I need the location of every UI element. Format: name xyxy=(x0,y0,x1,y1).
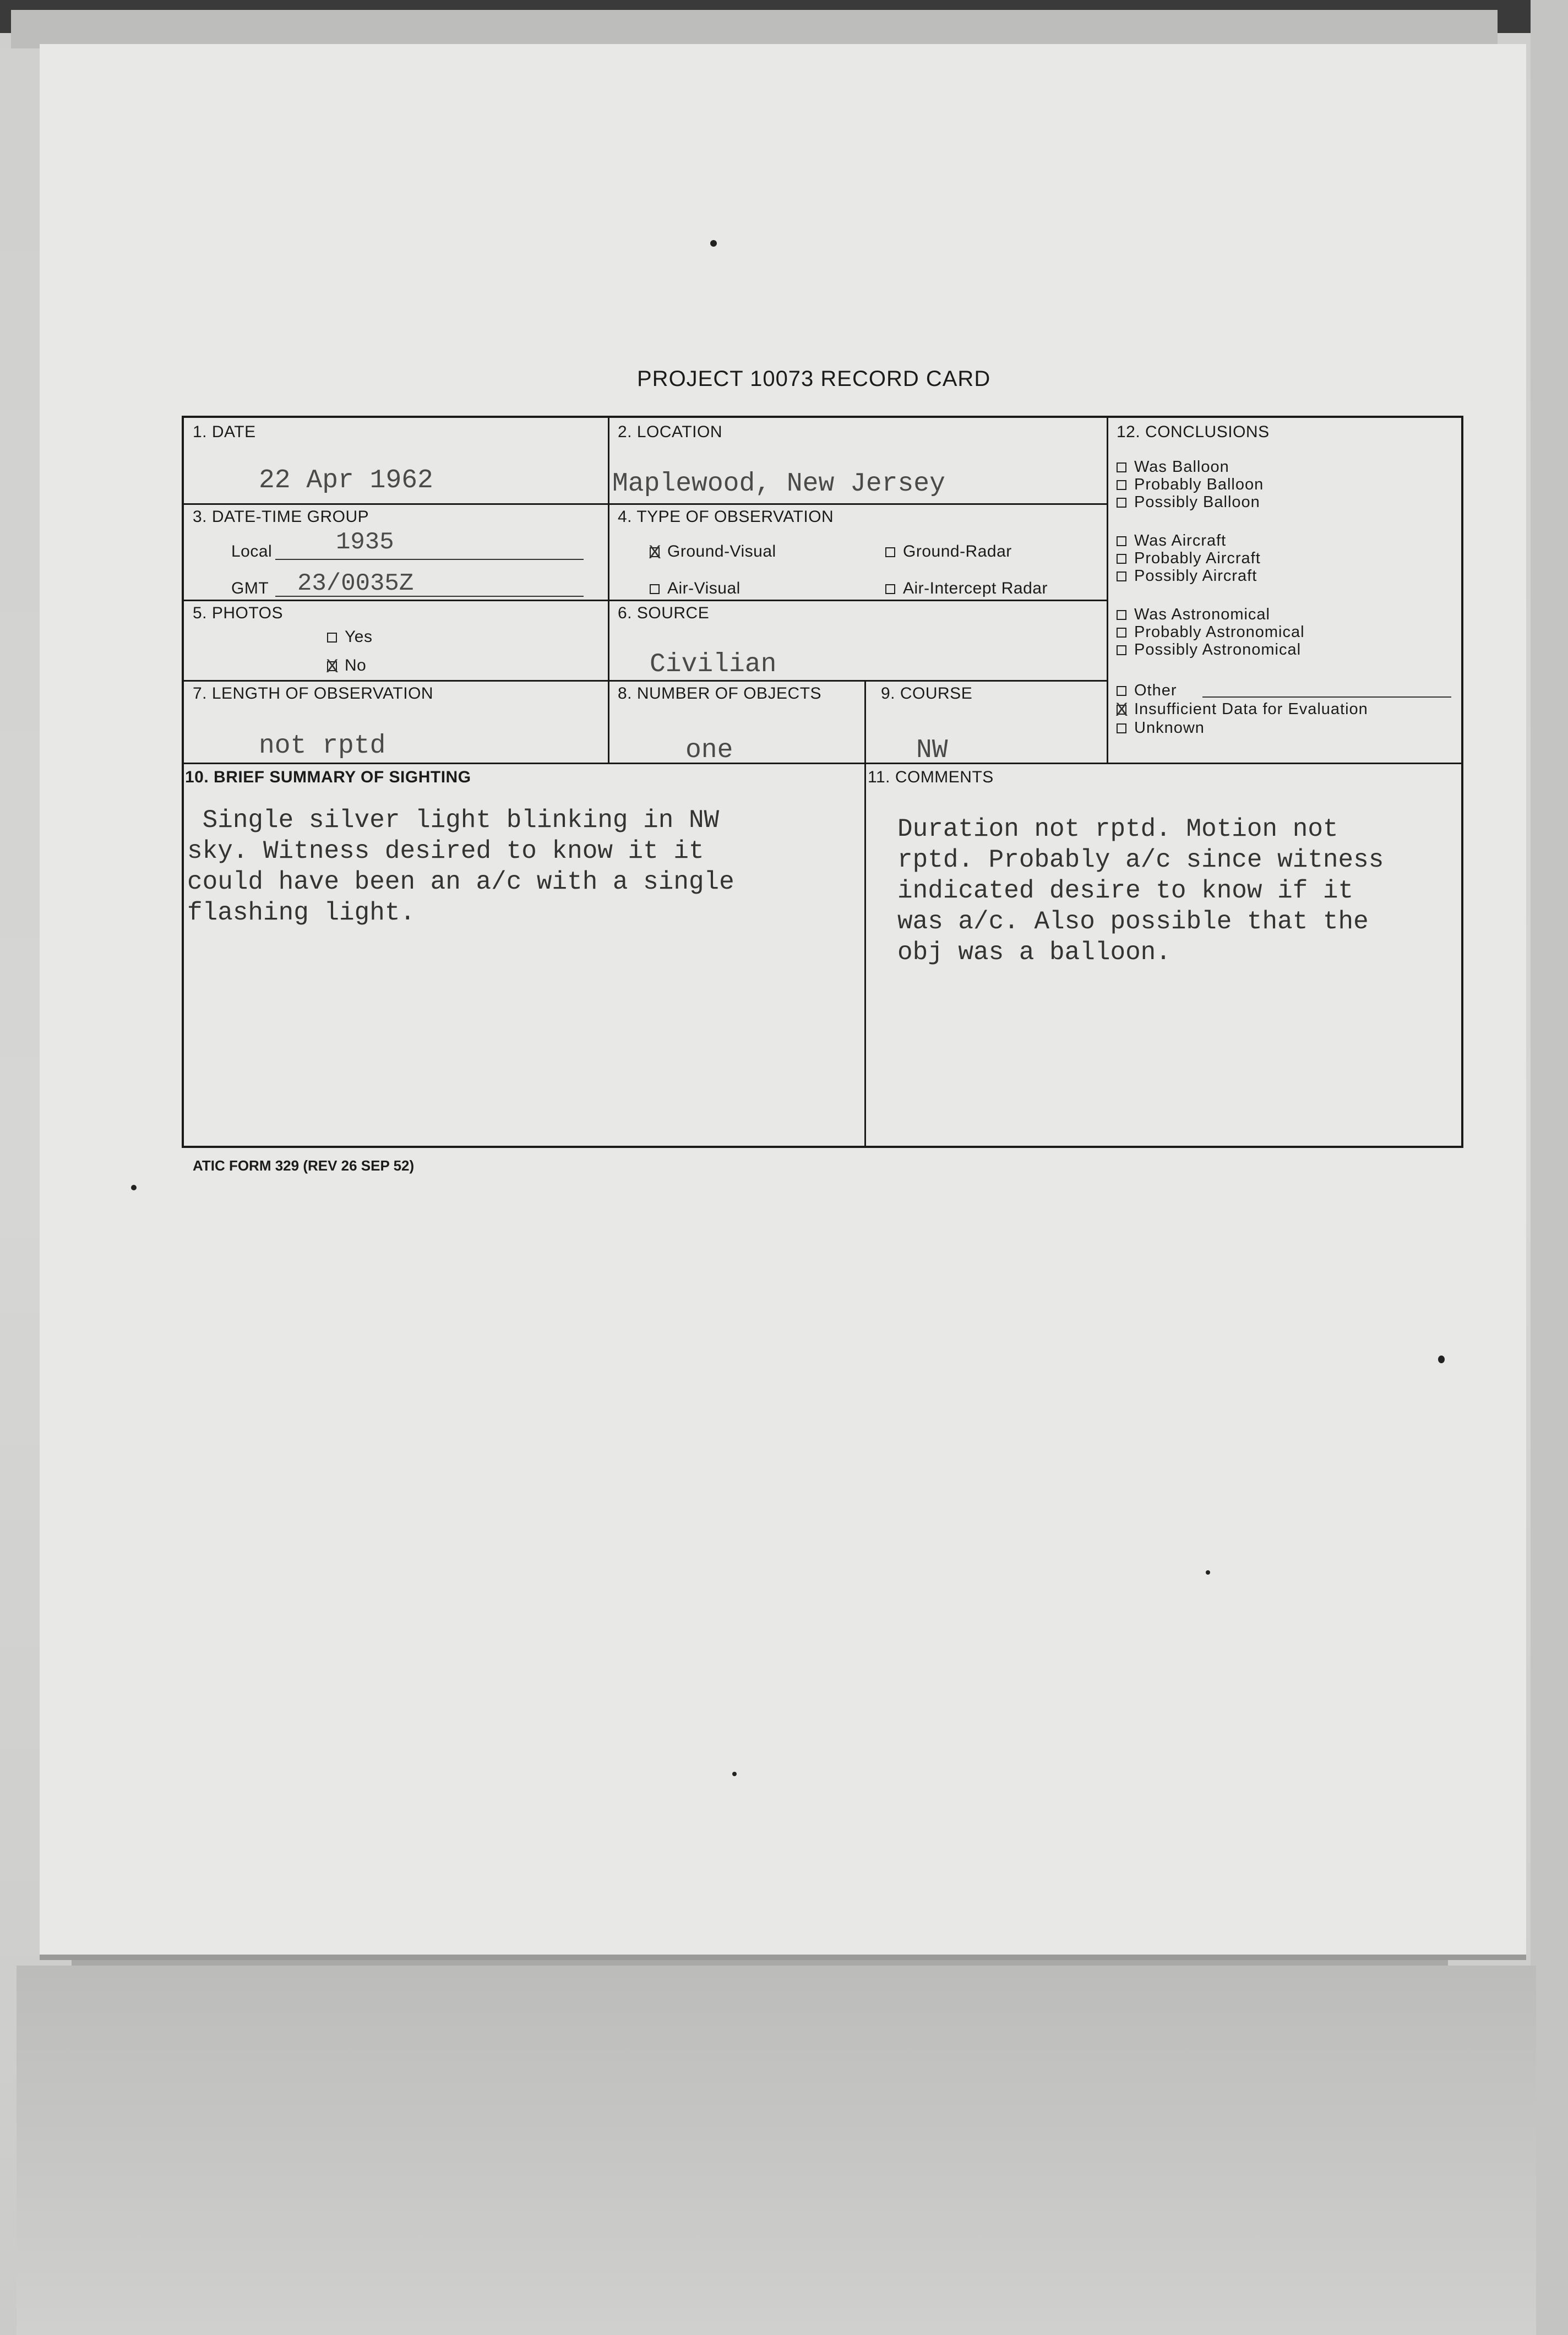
comments-line: rptd. Probably a/c since witness xyxy=(897,846,1384,874)
photos-label: 5. PHOTOS xyxy=(193,604,283,622)
option-ground-radar xyxy=(885,542,1012,561)
local-underline xyxy=(275,559,584,560)
local-time-value: 1935 xyxy=(336,529,394,556)
checkbox-was-astronomical[interactable] xyxy=(1117,610,1126,620)
divider xyxy=(864,681,866,1148)
conclusion-text: Probably Balloon xyxy=(1134,476,1264,493)
date-time-group-label: 3. DATE-TIME GROUP xyxy=(193,508,369,526)
checkbox-insufficient-data[interactable] xyxy=(1117,705,1126,715)
conclusion-text: Probably Astronomical xyxy=(1134,623,1305,641)
dust-speck xyxy=(1438,1356,1445,1363)
conclusion-text: Insufficient Data for Evaluation xyxy=(1134,700,1368,718)
summary-line: sky. Witness desired to know it it xyxy=(187,837,704,866)
conclusion-text: Unknown xyxy=(1134,719,1205,737)
checkbox-probably-balloon[interactable] xyxy=(1117,480,1126,490)
divider xyxy=(184,600,1107,601)
conclusion-text: Possibly Aircraft xyxy=(1134,567,1257,585)
other-underline xyxy=(1202,696,1451,698)
conclusion-text: Other xyxy=(1134,682,1177,699)
option-ground-visual xyxy=(650,542,776,561)
conclusion-text: Was Aircraft xyxy=(1134,532,1227,549)
course-label: 9. COURSE xyxy=(881,684,973,703)
type-of-observation-label: 4. TYPE OF OBSERVATION xyxy=(618,508,834,526)
checkbox-probably-astronomical[interactable] xyxy=(1117,628,1126,638)
checkbox-photos-no[interactable] xyxy=(327,661,337,671)
option-air-intercept-radar xyxy=(885,579,1048,598)
checkbox-unknown[interactable] xyxy=(1117,723,1126,733)
checkbox-possibly-aircraft[interactable] xyxy=(1117,571,1126,581)
checkbox-possibly-astronomical[interactable] xyxy=(1117,645,1126,655)
conclusion-other xyxy=(1117,682,1177,700)
divider xyxy=(1107,418,1108,764)
divider xyxy=(608,418,609,764)
summary-line: flashing light. xyxy=(187,899,416,927)
summary-label: 10. BRIEF SUMMARY OF SIGHTING xyxy=(185,768,471,786)
length-of-observation-value: not rptd xyxy=(259,731,386,761)
conclusion-possibly-balloon xyxy=(1117,493,1260,511)
divider xyxy=(184,763,1461,764)
comments-label: 11. COMMENTS xyxy=(868,768,994,786)
conclusion-possibly-aircraft xyxy=(1117,567,1257,585)
gmt-time-value: 23/0035Z xyxy=(297,570,414,597)
dust-speck xyxy=(710,240,717,247)
location-value: Maplewood, New Jersey xyxy=(612,469,945,499)
option-air-visual xyxy=(650,579,741,598)
conclusions-label: 12. CONCLUSIONS xyxy=(1117,423,1270,441)
conclusion-text: Was Balloon xyxy=(1134,458,1229,476)
conclusion-probably-aircraft xyxy=(1117,549,1261,568)
photos-yes xyxy=(327,628,372,646)
dust-speck xyxy=(1206,1570,1210,1575)
option-ground-visual-text: Ground-Visual xyxy=(667,542,776,560)
number-of-objects-value: one xyxy=(685,736,733,765)
option-air-intercept-radar-text: Air-Intercept Radar xyxy=(903,579,1048,597)
conclusion-unknown xyxy=(1117,719,1205,737)
form-identifier: ATIC FORM 329 (REV 26 SEP 52) xyxy=(193,1157,415,1174)
date-label: 1. DATE xyxy=(193,423,256,441)
checkbox-probably-aircraft[interactable] xyxy=(1117,554,1126,564)
divider xyxy=(184,680,1107,682)
checkbox-ground-radar[interactable] xyxy=(885,547,895,557)
conclusion-was-aircraft xyxy=(1117,532,1226,550)
checkbox-air-visual[interactable] xyxy=(650,584,660,594)
date-value: 22 Apr 1962 xyxy=(259,466,433,496)
source-value: Civilian xyxy=(650,650,777,679)
course-value: NW xyxy=(916,736,948,765)
photos-no-text: No xyxy=(345,656,367,674)
comments-line: Duration not rptd. Motion not xyxy=(897,815,1338,843)
checkbox-air-intercept-radar[interactable] xyxy=(885,584,895,594)
length-of-observation-label: 7. LENGTH OF OBSERVATION xyxy=(193,684,434,703)
checkbox-ground-visual[interactable] xyxy=(650,547,660,557)
conclusion-possibly-astronomical xyxy=(1117,641,1301,659)
comments-line: indicated desire to know if it xyxy=(897,877,1354,905)
dust-speck xyxy=(131,1185,137,1190)
number-of-objects-label: 8. NUMBER OF OBJECTS xyxy=(618,684,822,703)
divider xyxy=(184,503,1107,505)
checkbox-photos-yes[interactable] xyxy=(327,633,337,643)
summary-line: could have been an a/c with a single xyxy=(187,868,734,896)
comments-line: obj was a balloon. xyxy=(897,938,1171,967)
source-label: 6. SOURCE xyxy=(618,604,710,622)
scan-top-edge-inner xyxy=(11,10,1498,48)
conclusion-text: Was Astronomical xyxy=(1134,606,1270,623)
conclusion-was-astronomical xyxy=(1117,606,1270,624)
conclusion-text: Possibly Astronomical xyxy=(1134,641,1302,658)
conclusion-probably-astronomical xyxy=(1117,623,1305,641)
checkbox-possibly-balloon[interactable] xyxy=(1117,498,1126,508)
checkbox-was-aircraft[interactable] xyxy=(1117,536,1126,546)
checkbox-other[interactable] xyxy=(1117,686,1126,696)
option-air-visual-text: Air-Visual xyxy=(667,579,741,597)
scan-right-edge xyxy=(1531,0,1568,2335)
local-label: Local xyxy=(231,542,273,560)
summary-line: Single silver light blinking in NW xyxy=(187,806,720,835)
option-ground-radar-text: Ground-Radar xyxy=(903,542,1012,560)
checkbox-was-balloon[interactable] xyxy=(1117,462,1126,472)
dust-speck xyxy=(732,1772,737,1776)
card-title: PROJECT 10073 RECORD CARD xyxy=(637,367,991,391)
conclusion-insufficient-data xyxy=(1117,700,1368,719)
underlying-sheet xyxy=(17,1966,1536,2335)
conclusion-was-balloon xyxy=(1117,458,1229,476)
gmt-label: GMT xyxy=(231,579,269,597)
comments-line: was a/c. Also possible that the xyxy=(897,907,1369,936)
conclusion-probably-balloon xyxy=(1117,476,1264,494)
location-label: 2. LOCATION xyxy=(618,423,722,441)
photos-yes-text: Yes xyxy=(345,628,373,646)
conclusion-text: Possibly Balloon xyxy=(1134,493,1260,511)
conclusion-text: Probably Aircraft xyxy=(1134,549,1261,567)
photos-no xyxy=(327,656,366,675)
